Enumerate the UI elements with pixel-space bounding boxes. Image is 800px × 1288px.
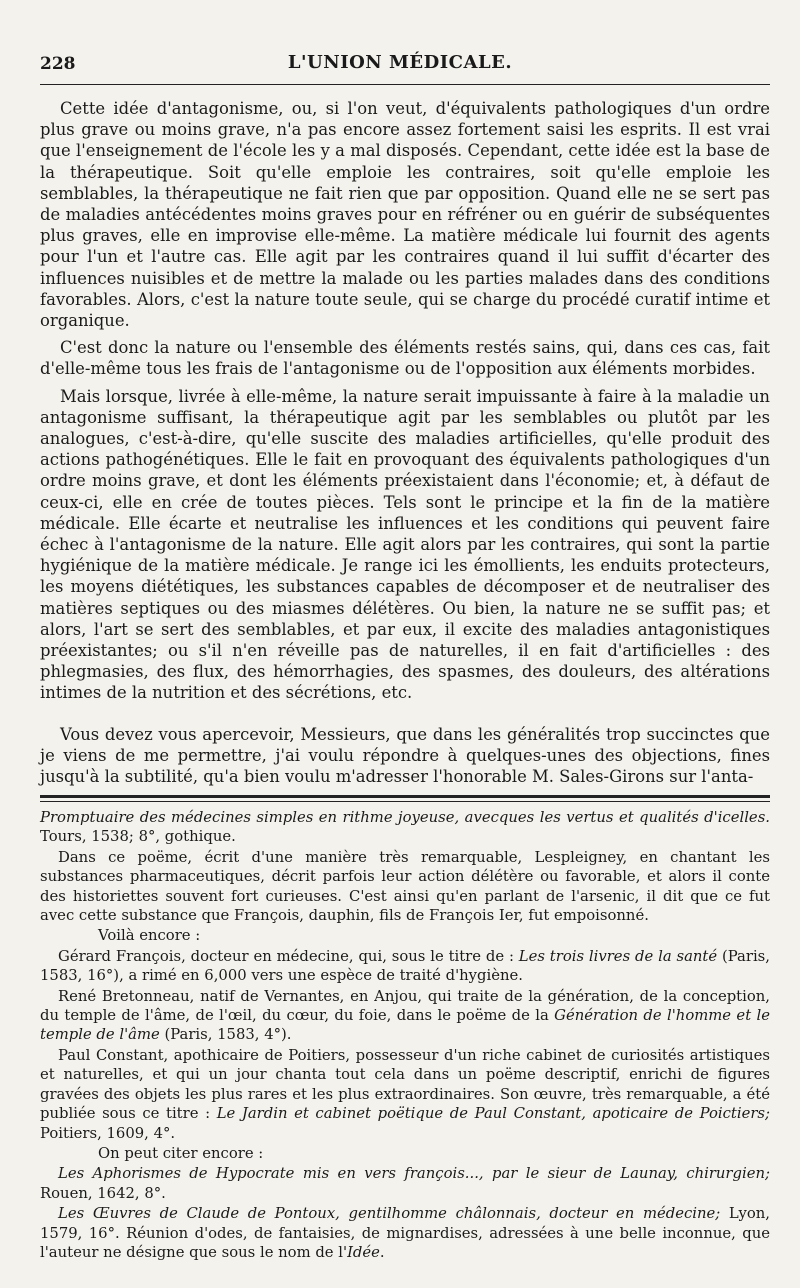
running-title: L'UNION MÉDICALE.: [287, 52, 513, 73]
footnote-4: Gérard François, docteur en médecine, qui, sous le titre de : Les trois livres de la santé (Paris, 1583, 16°), a rimé en 6,000 vers une espèce de traité d'hygiène.: [40, 947, 770, 985]
paragraph-2: C'est donc la nature ou l'ensemble des éléments restés sains, qui, dans ces cas, fait d'elle-même tous les frais de l'antagonisme ou de l'opposition aux éléments morbides.: [40, 338, 770, 379]
main-text: [40, 98, 770, 793]
footnote-9: Les Œuvres de Claude de Pontoux, gentilhomme châlonnais, docteur en médecine; Lyon, 1579, 16°. Réunion d'odes, de fantaisies, de mignardises, adressées à une belle inconnue, que l'auteur ne désigne que sous le nom de l'Idée.: [40, 1205, 770, 1261]
paragraph-1: Cette idée d'antagonisme, ou, si l'on veut, d'équivalents pathologiques d'un ordre plus grave ou moins grave, n'a pas encore assez fortement saisi les esprits. Il est vrai que l'enseignement de l'école les y a mal disposés. Cependant, cette idée est la base de la thérapeutique. Soit qu'elle emploie les contraires, soit qu'elle emploie les semblables, la thérapeutique ne fait rien que par opposition. Quand elle ne se sert pas de maladies antécédentes moins graves pour en réfréner ou en guérir de subséquentes plus graves, elle en improvise elle-même. La matière médicale lui fournit des agents pour l'un et l'autre cas. Elle agit par les contraires quand il lui suffit d'écarter des influences nuisibles et de mettre la malade ou les parties malades dans des conditions favorables. Alors, c'est la nature toute seule, qui se charge du procédé curatif intime et organique.: [40, 99, 770, 331]
footnote-3: Voilà encore :: [98, 927, 201, 945]
footnote-7: On peut citer encore :: [98, 1144, 264, 1162]
page-header: [40, 50, 760, 80]
page-number: 228: [40, 54, 76, 74]
footnote-8: Les Aphorismes de Hypocrate mis en vers françois..., par le sieur de Launay, chirurgien; Rouen, 1642, 8°.: [40, 1165, 770, 1202]
footnotes: [40, 808, 770, 1263]
footnote-rule: [40, 795, 770, 798]
footnote-1: Promptuaire des médecines simples en rithme joyeuse, avecques les vertus et qualités d'icelles. Tours, 1538; 8°, gothique.: [40, 809, 770, 846]
footnote-2: Dans ce poëme, écrit d'une manière très remarquable, Lespleigney, en chantant les substances pharmaceutiques, décrit parfois leur action délétère ou favorable, et alors il conte des historiettes souvent fort curieuses. C'est ainsi qu'en parlant de l'arsenic, il dit que ce fut avec cette substance que François, dauphin, fils de François Ier, fut empoisonné.: [40, 848, 770, 925]
paragraph-4: Vous devez vous apercevoir, Messieurs, que dans les généralités trop succinctes que je viens de me permettre, j'ai voulu répondre à quelques-unes des objections, fines jusqu'à la subtilité, qu'a bien voulu m'adresser l'honorable M. Sales-Girons sur l'anta-: [40, 724, 770, 787]
footnote-5: René Bretonneau, natif de Vernantes, en Anjou, qui traite de la génération, de la conception, du temple de l'âme, de l'œil, du cœur, du foie, dans le poëme de la Génération de l'homme et le temple de l'âme (Paris, 1583, 4°).: [40, 987, 770, 1044]
header-rule: [40, 84, 770, 85]
footnote-rule-thin: [40, 801, 770, 802]
footnote-6: Paul Constant, apothicaire de Poitiers, possesseur d'un riche cabinet de curiosités artistiques et naturelles, et qui un jour chanta tout cela dans un poëme descriptif, enrichi de figures gravées des objets les plus rares et les plus extraordinaires. Son œuvre, très remarquable, a été publiée sous ce titre : Le Jardin et cabinet poëtique de Paul Constant, apoticaire de Poictiers; Poitiers, 1609, 4°.: [40, 1046, 770, 1142]
paragraph-3: Mais lorsque, livrée à elle-même, la nature serait impuissante à faire à la maladie un antagonisme suffisant, la thérapeutique agit par les semblables ou plutôt par les analogues, c'est-à-dire, qu'elle suscite des maladies artificielles, qu'elle produit des actions pathogénétiques. Elle le fait en provoquant des équivalents pathologiques d'un ordre moins grave, et dont les éléments préexistaient dans l'économie; et, à défaut de ceux-ci, elle en crée de toutes pièces. Tels sont le principe et la fin de la matière médicale. Elle écarte et neutralise les influences et les conditions qui peuvent faire échec à l'antagonisme de la nature. Elle agit alors par les contraires, qui sont la partie hygiénique de la matière médicale. Je range ici les émollients, les enduits protecteurs, les moyens diététiques, les substances capables de décomposer et de neutraliser des matières septiques ou des miasmes délétères. Ou bien, la nature ne se suffit pas; et alors, l'art se sert des semblables, et par eux, il excite des maladies antagonistiques préexistantes; ou s'il n'en réveille pas de naturelles, il en fait d'artificielles : des phlegmasies, des flux, des hémorrhagies, des spasmes, des douleurs, des altérations intimes de la nutrition et des sécrétions, etc.: [40, 386, 770, 703]
